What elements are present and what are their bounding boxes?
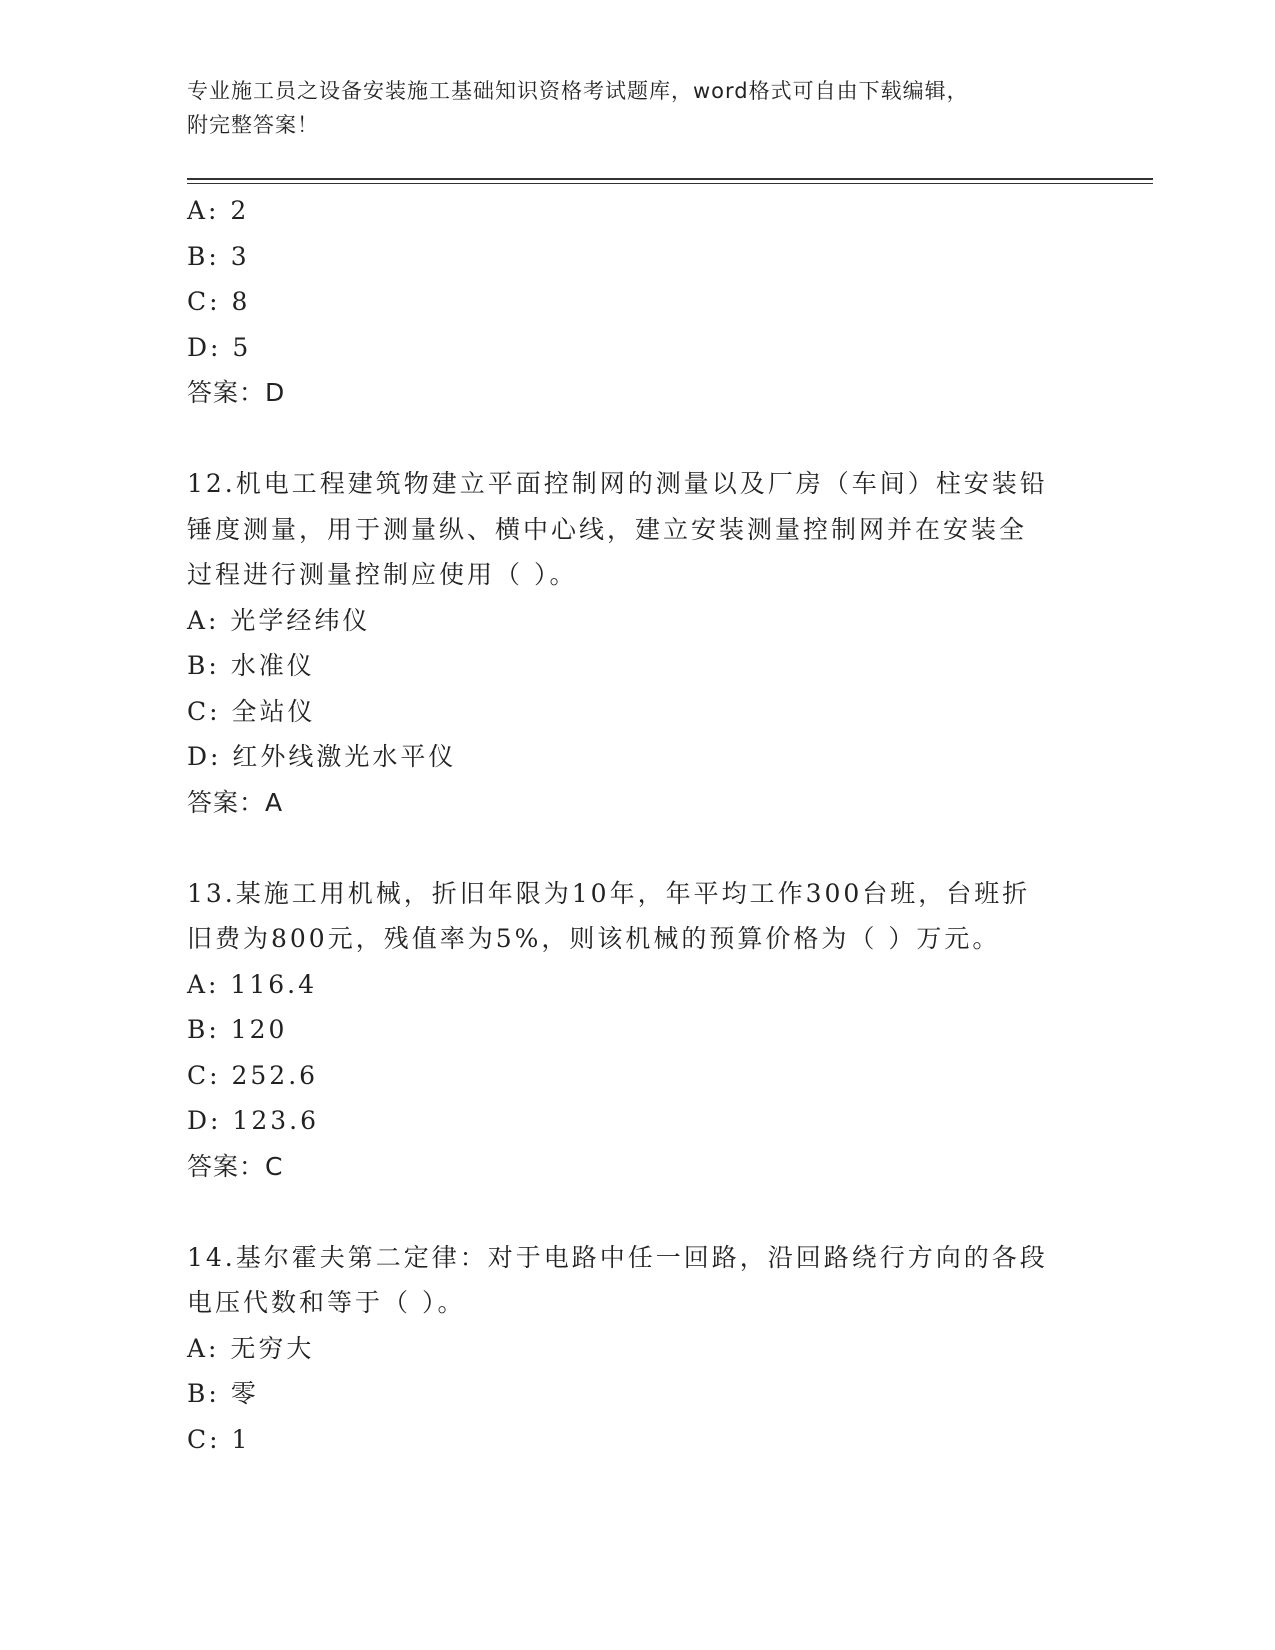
question-stem-line: 过程进行测量控制应使用（ ）。 [187, 560, 578, 589]
option-a: A: 光学经纬仪 [187, 605, 371, 635]
spacer [187, 1189, 1087, 1235]
question-stem-line: 12.机电工程建筑物建立平面控制网的测量以及厂房（车间）柱安装铅 [187, 469, 1048, 498]
option-b: B: 3 [187, 241, 250, 271]
option-c: C: 全站仪 [187, 696, 316, 726]
question-stem-line: 旧费为800元，残值率为5%，则该机械的预算价格为（ ）万元。 [187, 924, 1001, 953]
spacer [187, 825, 1087, 871]
answer: 答案：D [187, 378, 286, 407]
header-line-2: 附完整答案！ [187, 113, 319, 137]
answer: 答案：C [187, 1151, 284, 1181]
question-stem-line: 锤度测量，用于测量纵、横中心线，建立安装测量控制网并在安装全 [187, 514, 1028, 544]
question-11-tail [187, 188, 1087, 416]
question-stem-line: 电压代数和等于（ ）。 [187, 1288, 466, 1317]
option-b: B: 零 [187, 1379, 259, 1408]
option-a: A: 无穷大 [187, 1333, 315, 1363]
option-b: B: 水准仪 [187, 651, 315, 680]
option-c: C: 1 [187, 1424, 251, 1454]
question-14 [187, 1235, 1087, 1463]
option-d: D: 红外线激光水平仪 [187, 742, 457, 771]
header-divider-thin [187, 183, 1153, 184]
question-stem-line: 14.基尔霍夫第二定律：对于电路中任一回路，沿回路绕行方向的各段 [187, 1242, 1048, 1272]
answer: 答案：A [187, 787, 284, 817]
question-13 [187, 871, 1087, 1190]
option-b: B: 120 [187, 1015, 288, 1044]
header-divider-thick [187, 178, 1153, 180]
question-stem-line: 13.某施工用机械，折旧年限为10年，年平均工作300台班，台班折 [187, 878, 1031, 908]
option-c: C: 8 [187, 287, 251, 316]
question-12 [187, 461, 1087, 825]
question-content [187, 188, 1087, 1462]
header-line-1: 专业施工员之设备安装施工基础知识资格考试题库，word格式可自由下载编辑， [187, 79, 969, 103]
document-header [187, 74, 1087, 142]
spacer [187, 416, 1087, 462]
option-c: C: 252.6 [187, 1060, 319, 1090]
option-a: A: 2 [187, 196, 250, 225]
option-a: A: 116.4 [187, 969, 317, 999]
option-d: D: 5 [187, 332, 252, 362]
option-d: D: 123.6 [187, 1106, 319, 1135]
